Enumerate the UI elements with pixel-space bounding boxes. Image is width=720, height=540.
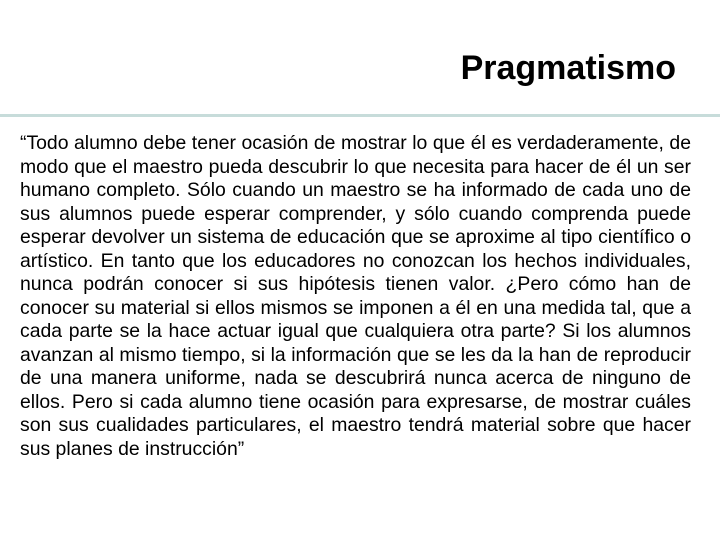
slide-title: Pragmatismo [460,49,676,87]
title-divider [0,114,720,117]
quote-paragraph: “Todo alumno debe tener ocasión de mostrar lo que él es verdaderamente, de modo que el maestro pueda descubrir lo que necesita para hacer de él un ser humano completo. Sólo cuando un maestro se ha informado de cada uno de sus alumnos puede esperar comprender, y sólo cuando comprenda puede esperar devolver un sistema de educación que se aproxime al tipo científico o artístico. En tanto que los educadores no conozcan los hechos individuales, nunca podrán conocer si sus hipótesis tienen valor. ¿Pero cómo han de conocer su material si ellos mismos se imponen a él en una medida tal, que a cada parte se la hace actuar igual que cualquiera otra parte? Si los alumnos avanzan al mismo tiempo, si la información que se les da la han de reproducir de una manera uniforme, nada se descubrirá nunca acerca de ninguno de ellos. Pero si cada alumno tiene ocasión para expresarse, de mostrar cuáles son sus cualidades particulares, el maestro tendrá material sobre que hacer sus planes de instrucción” [20,132,691,460]
